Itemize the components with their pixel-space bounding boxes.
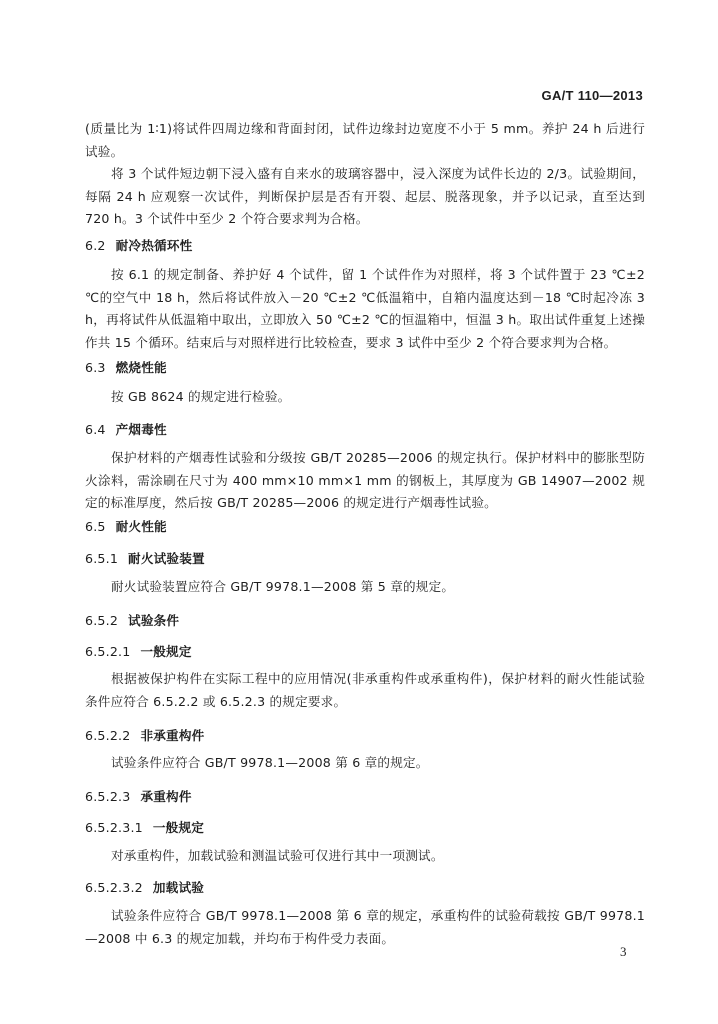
section-number: 6.5.2: [85, 613, 119, 628]
section-heading: [85, 517, 645, 537]
section-title: 非承重构件: [140, 728, 205, 743]
paragraph: 保护材料的产烟毒性试验和分级按 GB/T 20285—2006 的规定执行。保护材料中的膨胀型防火涂料，需涂刷在尺寸为 400 mm×10 mm×1 mm 的钢板上，其厚度为 GB 14907—2002 规定的标准厚度，然后按 GB/T 20285—2006 的规定进行产烟毒性试验。: [85, 450, 645, 510]
paragraph: 试验条件应符合 GB/T 9978.1—2008 第 6 章的规定，承重构件的试验荷载按 GB/T 9978.1—2008 中 6.3 的规定加载，并均布于构件受力表面。: [85, 908, 645, 946]
paragraph: (质量比为 1∶1)将试件四周边缘和背面封闭，试件边缘封边宽度不小于 5 mm。养护 24 h 后进行试验。: [85, 121, 645, 159]
section-title: 试验条件: [128, 613, 180, 628]
section-title: 产烟毒性: [115, 422, 167, 437]
section-heading: [85, 420, 645, 440]
section-number: 6.5: [85, 519, 106, 534]
section-heading: [85, 726, 645, 746]
paragraph: 耐火试验装置应符合 GB/T 9978.1—2008 第 5 章的规定。: [111, 579, 455, 594]
paragraph: 根据被保护构件在实际工程中的应用情况(非承重构件或承重构件)，保护材料的耐火性能试验条件应符合 6.5.2.2 或 6.5.2.3 的规定要求。: [85, 671, 645, 709]
section-title: 耐火性能: [115, 519, 167, 534]
section-heading: [85, 611, 645, 631]
section-heading: [85, 549, 645, 569]
section-number: 6.5.2.3.1: [85, 820, 143, 835]
section-number: 6.5.1: [85, 551, 119, 566]
section-title: 加载试验: [152, 880, 205, 895]
section-heading: [85, 878, 645, 898]
paragraph: 按 6.1 的规定制备、养护好 4 个试件，留 1 个试件作为对照样，将 3 个试件置于 23 ℃±2 ℃的空气中 18 h，然后将试件放入－20 ℃±2 ℃低温箱中，自箱内温度达到－18 ℃时起冷冻 3 h，再将试件从低温箱中取出，立即放入 50 ℃±2 ℃的恒温箱中，恒温 3 h。取出试件重复上述操作共 15 个循环。结束后与对照样进行比较检查，要求 3 试件中至少 2 个符合要求判为合格。: [85, 267, 645, 350]
section-heading: [85, 642, 645, 662]
page-number: 3: [620, 944, 627, 959]
section-number: 6.5.2.3: [85, 789, 131, 804]
section-number: 6.4: [85, 422, 106, 437]
section-heading: [85, 818, 645, 838]
section-title: 一般规定: [140, 644, 192, 659]
section-number: 6.3: [85, 360, 106, 375]
section-number: 6.5.2.2: [85, 728, 131, 743]
section-title: 耐火试验装置: [128, 551, 205, 566]
paragraph: 试验条件应符合 GB/T 9978.1—2008 第 6 章的规定。: [111, 755, 429, 770]
section-heading: [85, 236, 645, 256]
section-title: 承重构件: [140, 789, 192, 804]
section-number: 6.2: [85, 238, 106, 253]
section-number: 6.5.2.1: [85, 644, 131, 659]
section-title: 燃烧性能: [115, 360, 167, 375]
paragraph: 将 3 个试件短边朝下浸入盛有自来水的玻璃容器中，浸入深度为试件长边的 2/3。试验期间，每隔 24 h 应观察一次试件，判断保护层是否有开裂、起层、脱落现象，并予以记录，直至达到 720 h。3 个试件中至少 2 个符合要求判为合格。: [85, 166, 645, 226]
paragraph: 对承重构件，加载试验和测温试验可仅进行其中一项测试。: [111, 848, 444, 863]
section-number: 6.5.2.3.2: [85, 880, 143, 895]
document-code-header: GA/T 110—2013: [541, 88, 643, 103]
section-heading: [85, 787, 645, 807]
paragraph: 按 GB 8624 的规定进行检验。: [111, 389, 291, 404]
section-title: 一般规定: [152, 820, 205, 835]
section-title: 耐冷热循环性: [115, 238, 193, 253]
section-heading: [85, 358, 645, 378]
